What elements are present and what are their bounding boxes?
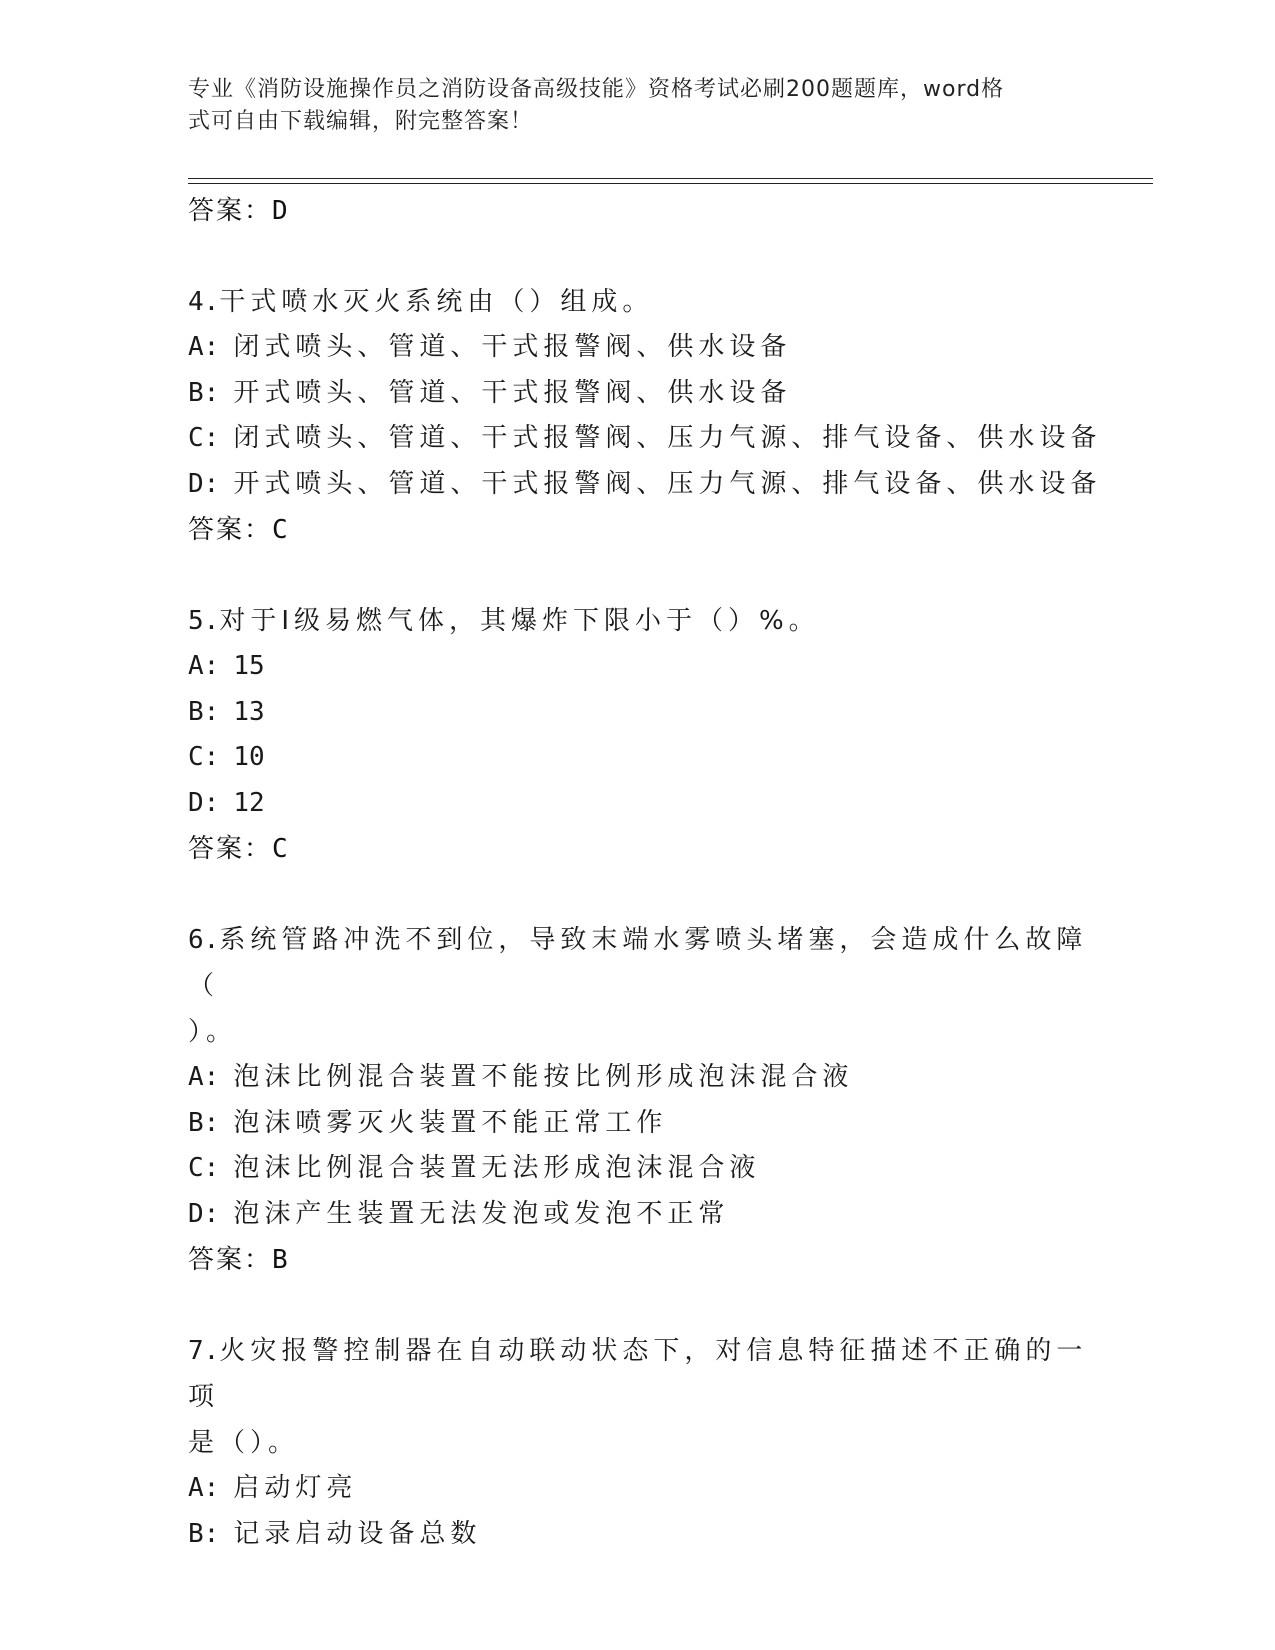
option-text: 15: [233, 651, 265, 681]
option-letter: B:: [188, 696, 220, 727]
option-text: 记录启动设备总数: [233, 1518, 482, 1549]
document-header: [188, 74, 1088, 138]
option-letter: B:: [188, 1107, 220, 1138]
answer-label: 答案：: [188, 196, 273, 226]
answer-line: [188, 507, 1088, 553]
option-text: 12: [233, 787, 265, 818]
answer-value: B: [272, 1245, 289, 1275]
option-letter: A:: [188, 651, 220, 681]
option-d: [188, 1192, 1088, 1238]
answer-label: 答案：: [188, 515, 273, 545]
question-stem: [188, 598, 1088, 644]
question-stem-continued: 是（）。: [188, 1428, 300, 1458]
option-letter: D:: [188, 468, 220, 499]
question-text: 对于Ⅰ级易燃气体，其爆炸下限小于（）%。: [219, 606, 820, 636]
question-stem: [188, 1328, 1088, 1420]
option-a: [188, 644, 1088, 690]
header-rule-top: [188, 178, 1153, 179]
option-b: [188, 371, 1088, 417]
option-text: 闭式喷头、管道、干式报警阀、压力气源、排气设备、供水设备: [233, 423, 1102, 453]
option-b: [188, 690, 1088, 736]
option-text: 泡沫比例混合装置不能按比例形成泡沫混合液: [233, 1062, 854, 1092]
option-a: [188, 1466, 1088, 1512]
question-7: [188, 1328, 1088, 1557]
question-number: 7.: [188, 1336, 220, 1366]
option-letter: C:: [188, 742, 220, 772]
option-text: 开式喷头、管道、干式报警阀、压力气源、排气设备、供水设备: [233, 468, 1102, 499]
answer-line: [188, 826, 1088, 872]
header-rule-bottom: [188, 183, 1153, 184]
question-number: 5.: [188, 606, 220, 636]
spacer: [188, 872, 1088, 917]
question-5: [188, 598, 1088, 872]
question-stem: [188, 279, 1088, 325]
option-letter: A:: [188, 1473, 220, 1503]
question-text: 系统管路冲洗不到位，导致末端水雾喷头堵塞，会造成什么故障（: [188, 925, 1088, 1001]
option-text: 闭式喷头、管道、干式报警阀、供水设备: [233, 332, 792, 362]
spacer: [188, 553, 1088, 598]
option-text: 13: [233, 696, 265, 727]
option-text: 启动灯亮: [233, 1473, 358, 1503]
option-a: [188, 325, 1088, 371]
answer-label: 答案：: [188, 834, 273, 864]
option-c: [188, 1146, 1088, 1192]
header-title-line-1: 专业《消防设施操作员之消防设备高级技能》资格考试必刷200题题库，word格: [188, 77, 1005, 102]
option-text: 10: [233, 742, 265, 772]
spacer: [188, 234, 1088, 279]
question-6: [188, 917, 1088, 1283]
option-text: 泡沫产生装置无法发泡或发泡不正常: [233, 1198, 730, 1229]
option-letter: C:: [188, 423, 220, 453]
question-number: 4.: [188, 287, 220, 317]
option-letter: D:: [188, 1198, 220, 1229]
option-letter: B:: [188, 1518, 220, 1549]
question-text: 火灾报警控制器在自动联动状态下，对信息特征描述不正确的一项: [188, 1336, 1088, 1412]
option-text: 泡沫比例混合装置无法形成泡沫混合液: [233, 1153, 761, 1183]
option-letter: B:: [188, 377, 220, 408]
option-text: 泡沫喷雾灭火装置不能正常工作: [233, 1107, 668, 1138]
option-letter: A:: [188, 1062, 220, 1092]
option-d: [188, 462, 1102, 508]
option-c: [188, 416, 1102, 462]
answer-label: 答案：: [188, 1245, 273, 1275]
option-b: [188, 1101, 1088, 1147]
option-letter: A:: [188, 332, 220, 362]
option-c: [188, 735, 1088, 781]
header-title-line-2: 式可自由下载编辑，附完整答案！: [188, 109, 534, 134]
option-letter: C:: [188, 1153, 220, 1183]
option-d: [188, 781, 1088, 827]
answer-value: C: [272, 834, 289, 864]
question-list: [188, 188, 1102, 1557]
option-text: 开式喷头、管道、干式报警阀、供水设备: [233, 377, 792, 408]
question-4: [188, 279, 1102, 553]
option-letter: D:: [188, 787, 220, 818]
answer-line: [188, 1237, 1088, 1283]
answer-value: C: [272, 515, 289, 545]
spacer: [188, 1283, 1088, 1328]
question-stem-continued: ）。: [188, 1017, 238, 1047]
answer-value: D: [272, 196, 289, 226]
answer-line: [188, 188, 1088, 234]
question-number: 6.: [188, 925, 220, 955]
option-a: [188, 1055, 1088, 1101]
question-stem: [188, 917, 1088, 1009]
option-b: [188, 1512, 1088, 1558]
question-text: 干式喷水灭火系统由（）组成。: [219, 287, 654, 317]
